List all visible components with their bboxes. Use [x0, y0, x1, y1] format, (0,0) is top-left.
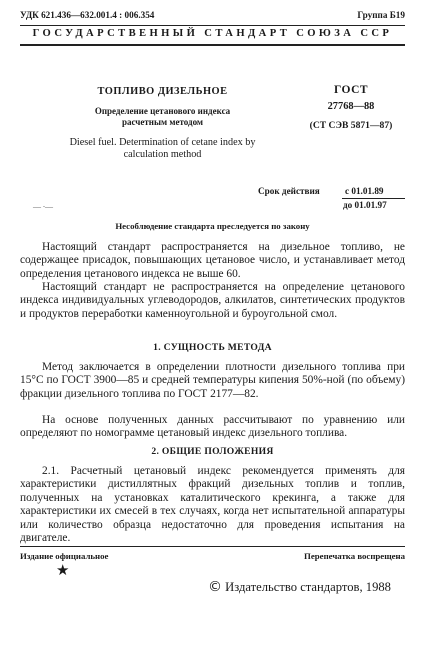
group-code: Группа Б19: [357, 10, 405, 20]
state-standard-banner: ГОСУДАРСТВЕННЫЙ СТАНДАРТ СОЮЗА ССР: [32, 28, 393, 39]
validity-divider: [342, 198, 405, 199]
validity-to: до 01.01.97: [343, 200, 387, 210]
intro-paragraph-1: Настоящий стандарт распространяется на дизельное топливо, не содержащее присадок, повышающих цетановое число, и устанавливает метод определения цетанового индекса не выше 60.: [20, 241, 405, 280]
copyright-line: [208, 579, 391, 595]
gost-label: ГОСТ: [333, 84, 369, 96]
validity-from: с 01.01.89: [345, 186, 384, 196]
section-1-heading: 1. СУЩНОСТЬ МЕТОДА: [153, 342, 272, 353]
validity-label: Срок действия: [258, 186, 320, 196]
footer-rule: [20, 546, 405, 547]
legal-notice: Несоблюдение стандарта преследуется по закону: [115, 221, 310, 231]
header-rule-top: [20, 25, 405, 26]
copyright-icon: ©: [208, 579, 222, 595]
english-title: Diesel fuel. Determination of cetane index by calculation method: [69, 137, 256, 160]
gost-number: 27768—88: [327, 101, 375, 112]
udc-code: УДК 621.436—632.001.4 : 006.354: [20, 10, 155, 20]
gost-block: [297, 84, 405, 131]
copyright-text: Издательство стандартов, 1988: [225, 580, 391, 594]
section-2-heading: 2. ОБЩИЕ ПОЛОЖЕНИЯ: [151, 446, 274, 457]
standard-subtitle: Определение цетанового индекса расчетным методом: [94, 106, 231, 127]
section-2-paragraph-1: 2.1. Расчетный цетановый индекс рекомендуется применять для характеристики дистиллятных фракций дизельных топлив и топлив, полученных на установках каталитического крекинга, а также для характеристики их смесей в тех случаях, когда нет испытательной аппаратуры или количество образца недостаточно для проведения испытания на двигателе.: [20, 465, 405, 545]
title-block: [40, 86, 285, 161]
section-1-paragraph-1: Метод заключается в определении плотности дизельного топлива при 15°С по ГОСТ 3900—85 и средней температуры кипения 50%-ной (по объему) фракции дизельного топлива по ГОСТ 2177—82.: [20, 361, 405, 400]
header-rule-bottom: [20, 44, 405, 46]
standard-title: ТОПЛИВО ДИЗЕЛЬНОЕ: [97, 86, 228, 97]
star-icon: ★: [56, 561, 70, 579]
left-margin-mark: __ .__: [33, 200, 53, 209]
section-1-paragraph-2: На основе полученных данных рассчитывают по уравнению или определяют по номограмме цетановый индекс дизельного топлива.: [20, 414, 405, 440]
reprint-prohibited-label: Перепечатка воспрещена: [304, 551, 405, 561]
official-edition-label: Издание официальное: [20, 551, 109, 561]
st-sev-number: (СТ СЭВ 5871—87): [309, 120, 393, 131]
intro-paragraph-2: Настоящий стандарт не распространяется на определение цетанового индекса индивидуальных углеводородов, алкилатов, синтетических продуктов и продуктов переработки каменноугольной и буроугольной смол.: [20, 281, 405, 320]
